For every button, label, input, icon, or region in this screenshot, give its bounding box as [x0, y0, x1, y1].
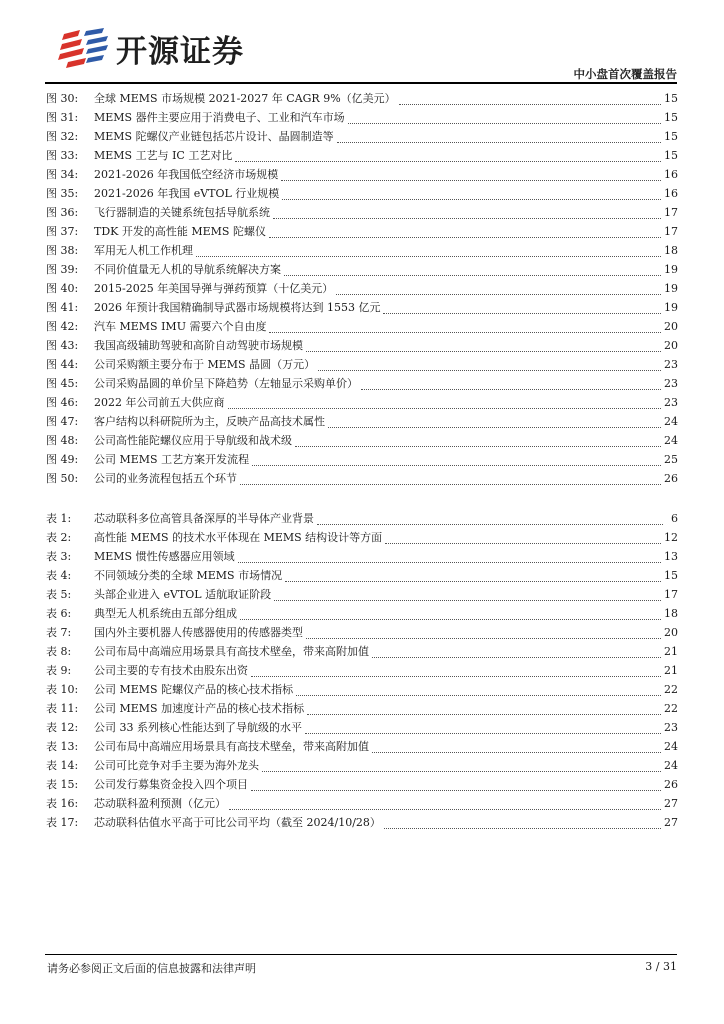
toc-row[interactable]: 图 30: 全球 MEMS 市场规模 2021-2027 年 CAGR 9%（亿美元） 15 [46, 92, 678, 105]
header-divider [45, 82, 677, 84]
toc-row[interactable]: 表 16: 芯动联科盈利预测（亿元） 27 [46, 797, 678, 810]
toc-row[interactable]: 表 4: 不同领域分类的全球 MEMS 市场情况 15 [46, 569, 678, 582]
toc-row[interactable]: 图 36: 飞行器制造的关键系统包括导航系统 17 [46, 206, 678, 219]
toc-row[interactable]: 图 38: 军用无人机工作机理 18 [46, 244, 678, 257]
toc-row[interactable]: 图 39: 不同价值量无人机的导航系统解决方案 19 [46, 263, 678, 276]
toc-row[interactable]: 图 34: 2021-2026 年我国低空经济市场规模 16 [46, 168, 678, 181]
report-type: 中小盘首次覆盖报告 [573, 67, 677, 81]
logo-mark-icon [58, 28, 110, 70]
company-logo [58, 26, 244, 71]
toc-row[interactable]: 表 10: 公司 MEMS 陀螺仪产品的核心技术指标 22 [46, 683, 678, 696]
brand-name: 开源证券 [116, 34, 244, 70]
toc-row[interactable]: 表 8: 公司布局中高端应用场景具有高技术壁垒，带来高附加值 21 [46, 645, 678, 658]
toc-row[interactable]: 图 41: 2026 年预计我国精确制导武器市场规模将达到 1553 亿元 19 [46, 301, 678, 314]
toc-row[interactable]: 表 14: 公司可比竞争对手主要为海外龙头 24 [46, 759, 678, 772]
toc-row[interactable]: 图 48: 公司高性能陀螺仪应用于导航级和战术级 24 [46, 434, 678, 447]
toc-row[interactable]: 图 31: MEMS 器件主要应用于消费电子、工业和汽车市场 15 [46, 111, 678, 124]
toc-row[interactable]: 表 2: 高性能 MEMS 的技术水平体现在 MEMS 结构设计等方面 12 [46, 531, 678, 544]
footer-divider [45, 954, 677, 955]
page-number: 3 / 31 [645, 960, 677, 973]
toc-row[interactable]: 表 3: MEMS 惯性传感器应用领域 13 [46, 550, 678, 563]
toc-row[interactable]: 表 6: 典型无人机系统由五部分组成 18 [46, 607, 678, 620]
toc-row[interactable]: 图 45: 公司采购晶圆的单价呈下降趋势（左轴显示采购单价） 23 [46, 377, 678, 390]
toc-row[interactable]: 表 13: 公司布局中高端应用场景具有高技术壁垒，带来高附加值 24 [46, 740, 678, 753]
toc-row[interactable]: 图 33: MEMS 工艺与 IC 工艺对比 15 [46, 149, 678, 162]
toc-row[interactable]: 图 40: 2015-2025 年美国导弹与弹药预算（十亿美元） 19 [46, 282, 678, 295]
toc-row[interactable]: 图 37: TDK 开发的高性能 MEMS 陀螺仪 17 [46, 225, 678, 238]
toc-row[interactable]: 图 42: 汽车 MEMS IMU 需要六个自由度 20 [46, 320, 678, 333]
toc-row[interactable]: 表 12: 公司 33 系列核心性能达到了导航级的水平 23 [46, 721, 678, 734]
toc-row[interactable]: 表 9: 公司主要的专有技术由股东出资 21 [46, 664, 678, 677]
toc-row[interactable]: 表 1: 芯动联科多位高管具备深厚的半导体产业背景 6 [46, 512, 678, 525]
toc-row[interactable]: 表 11: 公司 MEMS 加速度计产品的核心技术指标 22 [46, 702, 678, 715]
toc-row[interactable]: 图 47: 客户结构以科研院所为主，反映产品高技术属性 24 [46, 415, 678, 428]
toc-row[interactable]: 图 35: 2021-2026 年我国 eVTOL 行业规模 16 [46, 187, 678, 200]
toc-row[interactable]: 表 15: 公司发行募集资金投入四个项目 26 [46, 778, 678, 791]
toc-row[interactable]: 图 43: 我国高级辅助驾驶和高阶自动驾驶市场规模 20 [46, 339, 678, 352]
toc-row[interactable]: 图 46: 2022 年公司前五大供应商 23 [46, 396, 678, 409]
toc-row[interactable]: 图 44: 公司采购额主要分布于 MEMS 晶圆（万元） 23 [46, 358, 678, 371]
toc-row[interactable]: 表 7: 国内外主要机器人传感器使用的传感器类型 20 [46, 626, 678, 639]
disclaimer-text: 请务必参阅正文后面的信息披露和法律声明 [47, 962, 256, 975]
toc-row[interactable]: 表 17: 芯动联科估值水平高于可比公司平均（截至 2024/10/28） 27 [46, 816, 678, 829]
toc-row[interactable]: 图 50: 公司的业务流程包括五个环节 26 [46, 472, 678, 485]
toc-row[interactable]: 图 49: 公司 MEMS 工艺方案开发流程 25 [46, 453, 678, 466]
toc-row[interactable]: 表 5: 头部企业进入 eVTOL 适航取证阶段 17 [46, 588, 678, 601]
toc-row[interactable]: 图 32: MEMS 陀螺仪产业链包括芯片设计、晶圆制造等 15 [46, 130, 678, 143]
